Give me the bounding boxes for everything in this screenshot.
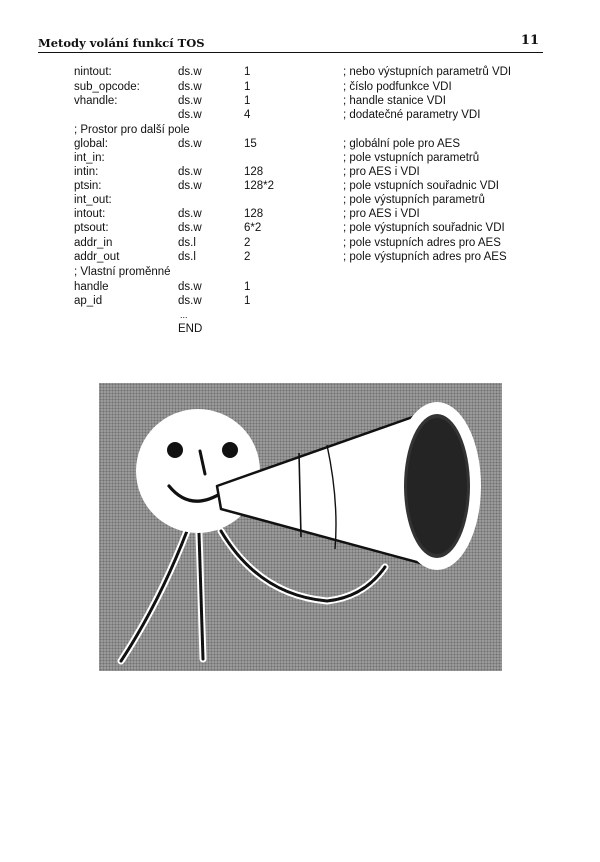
code-value: 1 [244,95,251,107]
code-label: ptsout: [74,222,109,234]
code-line [0,281,600,295]
code-value: 128 [244,166,264,178]
code-comment: ; číslo podfunkce VDI [343,81,452,93]
code-line [0,251,600,265]
code-line [0,295,600,309]
code-label: ap_id [74,295,103,307]
code-value: 1 [244,66,251,78]
page-number: 11 [520,33,539,48]
code-line [0,208,600,222]
code-type: ds.w [178,222,202,234]
code-comment: ; pole výstupních souřadnic VDI [343,222,505,234]
code-value: 2 [244,237,251,249]
code-label: intin: [74,166,99,178]
code-comment: ; handle stanice VDI [343,95,446,107]
code-comment: ; nebo výstupních parametrů VDI [343,66,512,78]
code-label: vhandle: [74,95,118,107]
code-value: 128 [244,208,264,220]
code-line [0,180,600,194]
smiley-megaphone-icon [99,383,502,671]
code-comment: ; pole vstupních souřadnic VDI [343,180,499,192]
code-type: ds.w [178,180,202,192]
code-value: 2 [244,251,251,263]
code-line [0,152,600,166]
illustration-graphic [99,383,502,671]
code-line [0,66,600,80]
code-value: 1 [244,295,251,307]
code-value: 1 [244,281,251,293]
running-header [38,34,543,53]
code-comment: ; pro AES i VDI [343,208,420,220]
code-line [0,109,600,123]
code-type: ds.l [178,237,196,249]
code-value: 128*2 [244,180,275,192]
code-label: sub_opcode: [74,81,140,93]
code-line [0,222,600,236]
code-type: ds.w [178,281,202,293]
code-value: 1 [244,81,251,93]
code-line [0,194,600,208]
code-ellipsis: ... [180,310,188,320]
code-line [0,323,600,337]
code-label: nintout: [74,66,112,78]
code-line [0,138,600,152]
code-type: ds.w [178,109,202,121]
code-value: 15 [244,138,257,150]
code-label: int_in: [74,152,105,164]
code-label: int_out: [74,194,112,206]
code-comment: ; pole výstupních parametrů [343,194,485,206]
code-label: handle [74,281,109,293]
header-title: Metody volání funkcí TOS [38,36,205,50]
code-type: ds.w [178,208,202,220]
code-label: addr_in [74,237,113,249]
code-comment-line [0,266,600,280]
code-type: ds.w [178,66,202,78]
code-end: END [178,323,203,335]
code-label: ptsin: [74,180,102,192]
code-comment: ; pro AES i VDI [343,166,420,178]
code-line [0,81,600,95]
code-line [0,166,600,180]
code-value: 6*2 [244,222,262,234]
code-type: ds.w [178,95,202,107]
code-type: ds.w [178,295,202,307]
code-type: ds.w [178,138,202,150]
code-label: global: [74,138,108,150]
code-value: 4 [244,109,251,121]
code-type: ds.w [178,166,202,178]
code-label: intout: [74,208,106,220]
code-type: ds.l [178,251,196,263]
code-line [0,237,600,251]
code-comment: ; pole vstupních parametrů [343,152,480,164]
code-label: addr_out [74,251,120,263]
code-comment: ; dodatečné parametry VDI [343,109,481,121]
code-comment: ; pole výstupních adres pro AES [343,251,507,263]
code-comment: ; pole vstupních adres pro AES [343,237,501,249]
code-comment: ; globální pole pro AES [343,138,460,150]
code-type: ds.w [178,81,202,93]
code-label: ; Prostor pro další pole [74,124,190,136]
code-label: ; Vlastní proměnné [74,266,171,278]
code-line [0,95,600,109]
code-comment-line [0,124,600,138]
